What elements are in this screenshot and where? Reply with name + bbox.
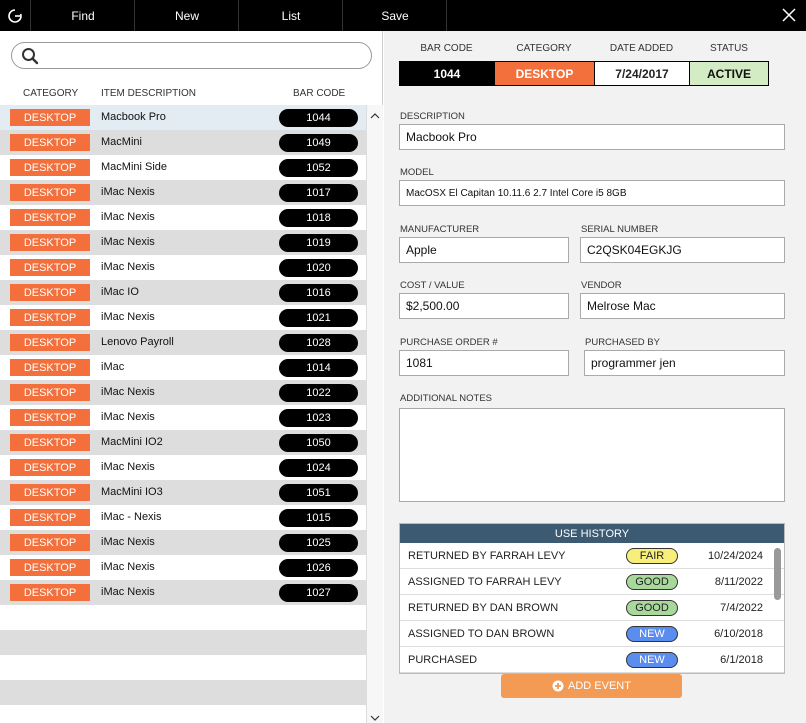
list-row[interactable] <box>0 455 366 480</box>
save-button[interactable]: Save <box>344 0 447 31</box>
item-description: iMac - Nexis <box>101 511 162 523</box>
category-badge: DESKTOP <box>10 459 90 476</box>
category-badge: DESKTOP <box>10 209 90 226</box>
item-description: Macbook Pro <box>101 111 166 123</box>
barcode-value: 1044 <box>400 62 495 85</box>
item-description: iMac Nexis <box>101 411 155 423</box>
barcode-badge: 1016 <box>279 284 358 302</box>
item-description: iMac Nexis <box>101 261 155 273</box>
item-description: iMac Nexis <box>101 236 155 248</box>
toolbar <box>0 0 806 31</box>
use-history-title: USE HISTORY <box>400 524 784 543</box>
category-value[interactable]: DESKTOP <box>495 62 595 85</box>
history-event: ASSIGNED TO DAN BROWN <box>408 628 555 640</box>
category-badge: DESKTOP <box>10 334 90 351</box>
history-scrollbar[interactable] <box>774 548 781 600</box>
item-list <box>0 105 366 605</box>
empty-row <box>0 655 366 680</box>
barcode-badge: 1018 <box>279 209 358 227</box>
search-box <box>11 42 372 69</box>
chevron-up-icon[interactable] <box>370 111 380 121</box>
manufacturer-field[interactable] <box>399 237 569 263</box>
list-row[interactable] <box>0 480 366 505</box>
list-row[interactable] <box>0 205 366 230</box>
notes-label: ADDITIONAL NOTES <box>400 393 493 404</box>
list-row[interactable] <box>0 305 366 330</box>
category-badge: DESKTOP <box>10 284 90 301</box>
use-history-list <box>400 543 784 673</box>
history-date: 10/24/2024 <box>707 550 763 562</box>
condition-badge: NEW <box>626 626 678 642</box>
list-row[interactable] <box>0 255 366 280</box>
find-button[interactable]: Find <box>32 0 135 31</box>
list-row[interactable] <box>0 580 366 605</box>
condition-badge: NEW <box>626 652 678 668</box>
history-date: 6/10/2018 <box>714 628 763 640</box>
barcode-badge: 1051 <box>279 484 358 502</box>
category-badge: DESKTOP <box>10 509 90 526</box>
item-description: iMac Nexis <box>101 211 155 223</box>
summary-header-date-added: DATE ADDED <box>609 43 674 54</box>
status-badge[interactable]: ACTIVE <box>690 62 768 85</box>
category-badge: DESKTOP <box>10 159 90 176</box>
barcode-badge: 1025 <box>279 534 358 552</box>
description-field[interactable] <box>399 124 785 150</box>
history-row[interactable] <box>400 647 784 673</box>
item-description: iMac Nexis <box>101 311 155 323</box>
serial-number-label: SERIAL NUMBER <box>581 224 659 235</box>
barcode-badge: 1028 <box>279 334 358 352</box>
barcode-badge: 1052 <box>279 159 358 177</box>
barcode-badge: 1020 <box>279 259 358 277</box>
list-button[interactable]: List <box>240 0 343 31</box>
condition-badge: GOOD <box>626 574 678 590</box>
item-description: iMac <box>101 361 125 373</box>
summary-strip <box>399 61 769 86</box>
barcode-badge: 1044 <box>279 109 358 127</box>
barcode-badge: 1026 <box>279 559 358 577</box>
item-detail-panel <box>384 31 806 723</box>
model-field[interactable] <box>399 180 785 206</box>
list-row[interactable] <box>0 155 366 180</box>
new-button[interactable]: New <box>136 0 239 31</box>
history-row[interactable] <box>400 569 784 595</box>
purchased-by-label: PURCHASED BY <box>585 337 660 348</box>
item-description: MacMini <box>101 136 142 148</box>
purchased-by-field[interactable] <box>584 350 785 376</box>
search-icon <box>21 47 39 65</box>
barcode-badge: 1027 <box>279 584 358 602</box>
history-row[interactable] <box>400 621 784 647</box>
notes-field[interactable] <box>399 408 785 502</box>
barcode-badge: 1024 <box>279 459 358 477</box>
item-description: iMac Nexis <box>101 461 155 473</box>
cost-label: COST / VALUE <box>400 280 465 291</box>
serial-number-field[interactable] <box>580 237 785 263</box>
barcode-badge: 1022 <box>279 384 358 402</box>
barcode-badge: 1019 <box>279 234 358 252</box>
list-row[interactable] <box>0 280 366 305</box>
column-header-barcode[interactable]: BAR CODE <box>293 88 346 99</box>
history-date: 6/1/2018 <box>720 654 763 666</box>
barcode-badge: 1017 <box>279 184 358 202</box>
purchase-order-label: PURCHASE ORDER # <box>400 337 498 348</box>
summary-header-category: CATEGORY <box>516 43 572 54</box>
category-badge: DESKTOP <box>10 309 90 326</box>
category-badge: DESKTOP <box>10 234 90 251</box>
category-badge: DESKTOP <box>10 109 90 126</box>
use-history-portal <box>399 523 785 674</box>
list-row[interactable] <box>0 105 366 130</box>
barcode-badge: 1021 <box>279 309 358 327</box>
list-row[interactable] <box>0 430 366 455</box>
list-row[interactable] <box>0 130 366 155</box>
category-badge: DESKTOP <box>10 434 90 451</box>
category-badge: DESKTOP <box>10 259 90 276</box>
app-logo-icon[interactable] <box>0 0 31 31</box>
list-row[interactable] <box>0 405 366 430</box>
chevron-down-icon[interactable] <box>370 713 380 723</box>
empty-row <box>0 605 366 630</box>
barcode-badge: 1049 <box>279 134 358 152</box>
vendor-field[interactable] <box>580 293 785 319</box>
history-row[interactable] <box>400 543 784 569</box>
history-event: RETURNED BY FARRAH LEVY <box>408 550 566 562</box>
history-date: 8/11/2022 <box>714 576 763 588</box>
item-description: MacMini IO2 <box>101 436 163 448</box>
summary-header-barcode: BAR CODE <box>420 43 473 54</box>
plus-circle-icon <box>552 680 564 692</box>
history-event: PURCHASED <box>408 654 478 666</box>
condition-badge: GOOD <box>626 600 678 616</box>
list-row[interactable] <box>0 355 366 380</box>
item-description: iMac IO <box>101 286 139 298</box>
item-description: iMac Nexis <box>101 386 155 398</box>
model-label: MODEL <box>400 167 434 178</box>
item-description: MacMini IO3 <box>101 486 163 498</box>
item-description: Lenovo Payroll <box>101 336 174 348</box>
purchase-order-field[interactable] <box>399 350 569 376</box>
category-badge: DESKTOP <box>10 384 90 401</box>
column-header-category[interactable]: CATEGORY <box>23 88 79 99</box>
category-badge: DESKTOP <box>10 584 90 601</box>
history-date: 7/4/2022 <box>720 602 763 614</box>
category-badge: DESKTOP <box>10 409 90 426</box>
summary-header-status: STATUS <box>710 43 748 54</box>
barcode-badge: 1015 <box>279 509 358 527</box>
item-description: iMac Nexis <box>101 561 155 573</box>
category-badge: DESKTOP <box>10 134 90 151</box>
condition-badge: FAIR <box>626 548 678 564</box>
add-event-label: ADD EVENT <box>568 680 631 692</box>
item-description: MacMini Side <box>101 161 168 173</box>
history-event: RETURNED BY DAN BROWN <box>408 602 559 614</box>
history-event: ASSIGNED TO FARRAH LEVY <box>408 576 562 588</box>
description-label: DESCRIPTION <box>400 111 465 122</box>
item-description: iMac Nexis <box>101 536 155 548</box>
category-badge: DESKTOP <box>10 559 90 576</box>
cost-field[interactable] <box>399 293 569 319</box>
category-badge: DESKTOP <box>10 534 90 551</box>
list-row[interactable] <box>0 230 366 255</box>
date-added-value[interactable]: 7/24/2017 <box>595 62 690 85</box>
barcode-badge: 1050 <box>279 434 358 452</box>
list-row[interactable] <box>0 180 366 205</box>
barcode-badge: 1014 <box>279 359 358 377</box>
list-row[interactable] <box>0 555 366 580</box>
close-icon[interactable] <box>780 6 798 24</box>
list-row[interactable] <box>0 380 366 405</box>
search-input[interactable] <box>44 46 364 65</box>
category-badge: DESKTOP <box>10 484 90 501</box>
vendor-label: VENDOR <box>581 280 622 291</box>
empty-row <box>0 680 366 705</box>
list-row[interactable] <box>0 530 366 555</box>
column-header-description[interactable]: ITEM DESCRIPTION <box>101 88 197 99</box>
list-scrollbar[interactable] <box>366 105 383 723</box>
item-list-panel <box>0 31 383 723</box>
empty-row <box>0 630 366 655</box>
manufacturer-label: MANUFACTURER <box>400 224 480 235</box>
item-description: iMac Nexis <box>101 186 155 198</box>
barcode-badge: 1023 <box>279 409 358 427</box>
item-description: iMac Nexis <box>101 586 155 598</box>
category-badge: DESKTOP <box>10 184 90 201</box>
add-event-button[interactable] <box>501 674 682 698</box>
category-badge: DESKTOP <box>10 359 90 376</box>
list-row[interactable] <box>0 330 366 355</box>
list-row[interactable] <box>0 505 366 530</box>
history-row[interactable] <box>400 595 784 621</box>
